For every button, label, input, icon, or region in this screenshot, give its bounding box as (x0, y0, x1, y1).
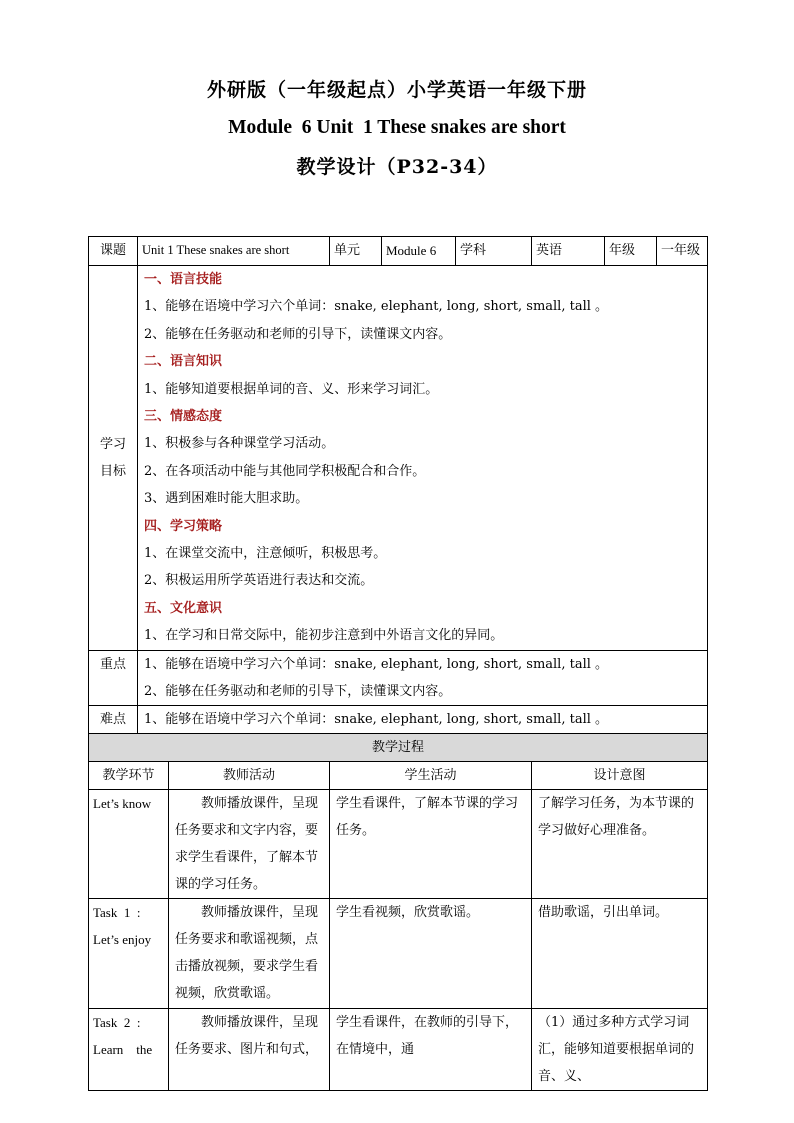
process-row (89, 898, 708, 1008)
objective-heading: 三、情感态度 (144, 409, 223, 425)
design-intent: 借助歌谣，引出单词。 (532, 898, 708, 1008)
objectives-content (138, 266, 708, 651)
stage-label: Let’s know (93, 795, 152, 811)
column-header-teacher: 教师活动 (169, 761, 330, 789)
objectives-row (89, 266, 708, 651)
design-intent: 了解学习任务，为本节课的学习做好心理准备。 (532, 789, 708, 898)
lesson-plan-table (88, 236, 708, 1091)
key-point-item: 1、能够在语境中学习六个单词：snake, elephant, long, short, small, tall 。 (144, 656, 609, 672)
teacher-activity: 教师播放课件，呈现任务要求和歌谣视频，点击播放视频，要求学生看视频，欣赏歌谣。 (169, 898, 330, 1008)
document-type: 教学设计（P32-34） (296, 156, 498, 178)
stage-cell (89, 789, 169, 898)
difficult-points-content (138, 705, 708, 733)
unit-value: Module 6 (382, 237, 456, 266)
topic-value: Unit 1 These snakes are short (138, 237, 330, 266)
objective-item: 1、积极参与各种课堂学习活动。 (144, 436, 335, 452)
key-points-label: 重点 (89, 650, 138, 705)
process-header-row (89, 761, 708, 789)
lesson-title: Module 6 Unit 1 These snakes are short (228, 117, 566, 138)
student-activity: 学生看课件，在教师的引导下，在情境中，通 (330, 1008, 532, 1090)
objective-item: 2、能够在任务驱动和老师的引导下，读懂课文内容。 (144, 326, 452, 342)
objective-item: 3、遇到困难时能大胆求助。 (144, 491, 309, 507)
process-section-row (89, 733, 708, 761)
objectives-label (89, 266, 138, 651)
student-activity: 学生看课件，了解本节课的学习任务。 (330, 789, 532, 898)
key-point-item: 2、能够在任务驱动和老师的引导下，读懂课文内容。 (144, 683, 452, 699)
process-row (89, 1008, 708, 1090)
objective-item: 1、在课堂交流中，注意倾听，积极思考。 (144, 546, 387, 562)
objective-item: 1、能够知道要根据单词的音、义、形来学习词汇。 (144, 381, 439, 397)
objective-heading: 二、语言知识 (144, 354, 223, 370)
unit-label: 单元 (330, 237, 382, 266)
stage-label-line2: Let’s enjoy (93, 931, 152, 947)
stage-label-line2: Learn the (93, 1041, 153, 1057)
topic-label: 课题 (89, 237, 138, 266)
process-row (89, 789, 708, 898)
subject-label: 学科 (456, 237, 532, 266)
difficult-points-label: 难点 (89, 705, 138, 733)
process-section-title: 教学过程 (89, 733, 708, 761)
teacher-activity: 教师播放课件，呈现任务要求、图片和句式， (169, 1008, 330, 1090)
difficult-point-item: 1、能够在语境中学习六个单词：snake, elephant, long, short, small, tall 。 (144, 711, 609, 727)
objectives-label-line2: 目标 (99, 463, 126, 479)
objective-item: 1、能够在语境中学习六个单词：snake, elephant, long, short, small, tall 。 (144, 299, 609, 315)
grade-value: 一年级 (657, 237, 708, 266)
design-intent: （1）通过多种方式学习词汇，能够知道要根据单词的音、义、 (532, 1008, 708, 1090)
objective-heading: 四、学习策略 (144, 518, 223, 534)
objective-heading: 五、文化意识 (144, 600, 223, 616)
key-points-content (138, 650, 708, 705)
objectives-label-line1: 学习 (99, 436, 126, 452)
stage-cell (89, 1008, 169, 1090)
student-activity: 学生看视频，欣赏歌谣。 (330, 898, 532, 1008)
grade-label: 年级 (605, 237, 657, 266)
document-title: 外研版（一年级起点）小学英语一年级下册 (206, 79, 587, 101)
objective-heading: 一、语言技能 (144, 272, 223, 287)
column-header-student: 学生活动 (330, 761, 532, 789)
objective-item: 2、在各项活动中能与其他同学积极配合和合作。 (144, 463, 426, 479)
column-header-intent: 设计意图 (532, 761, 708, 789)
difficult-points-row (89, 705, 708, 733)
objective-item: 2、积极运用所学英语进行表达和交流。 (144, 573, 374, 589)
key-points-row (89, 650, 708, 705)
info-row (89, 237, 708, 266)
objective-item: 1、在学习和日常交际中，能初步注意到中外语言文化的异同。 (144, 628, 504, 644)
stage-label: Task 2 : (93, 1014, 141, 1030)
document-header (0, 72, 794, 186)
stage-cell (89, 898, 169, 1008)
subject-value: 英语 (532, 237, 605, 266)
stage-label: Task 1 : (93, 904, 141, 920)
teacher-activity: 教师播放课件，呈现任务要求和文字内容，要求学生看课件，了解本节课的学习任务。 (169, 789, 330, 898)
column-header-stage: 教学环节 (89, 761, 169, 789)
